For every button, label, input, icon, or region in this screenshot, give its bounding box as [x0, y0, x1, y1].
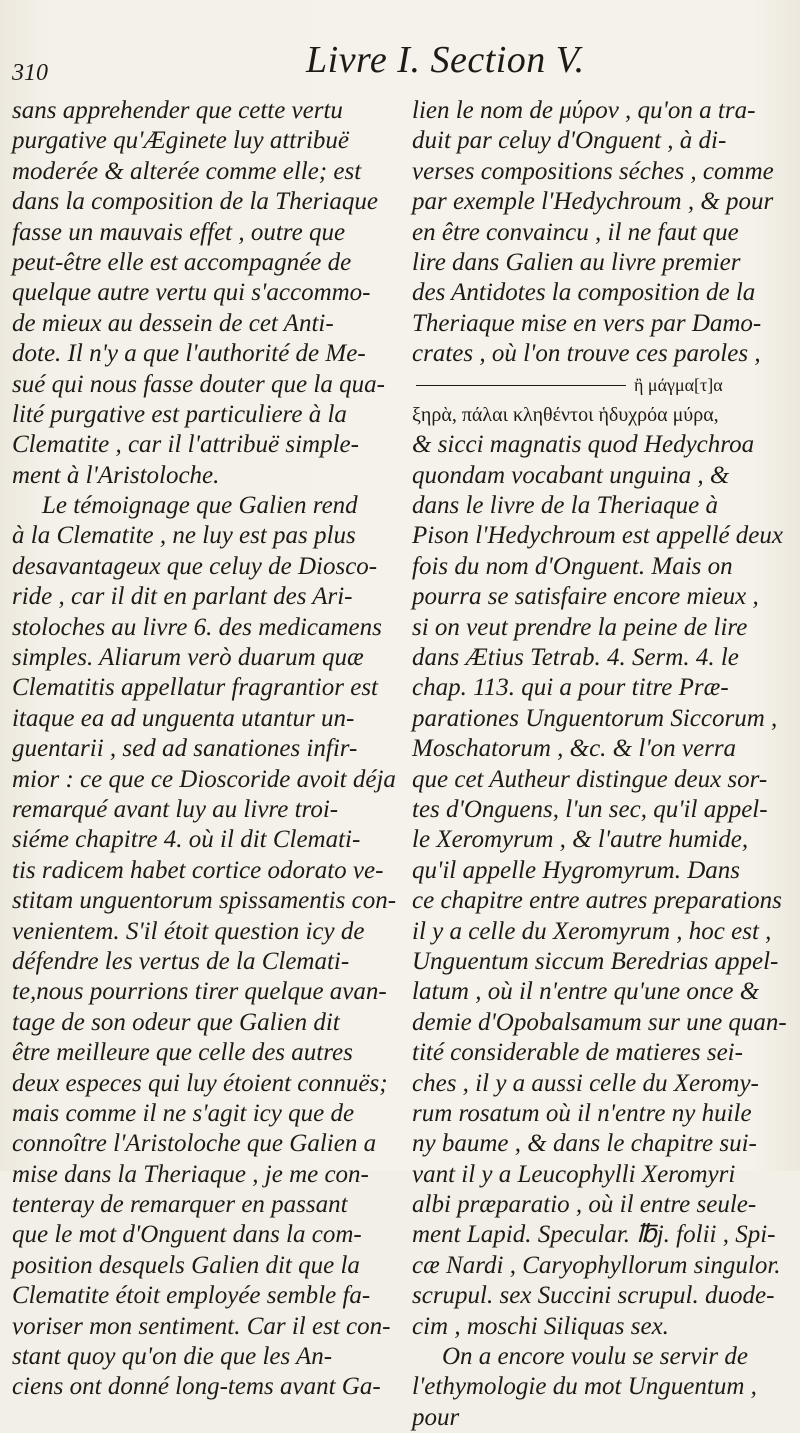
running-head: Livre I. Section V. [306, 39, 585, 81]
text-line: lire dans Galien au livre premier [412, 248, 741, 276]
verse-separator-line [412, 370, 790, 400]
text-line: verses compositions séches , comme [412, 157, 774, 185]
text-line: simples. Aliarum verò duarum quæ [12, 644, 364, 672]
text-line: Unguentum siccum Beredrias appel- [412, 947, 779, 975]
text-line: crates , où l'on trouve ces paroles , [412, 340, 761, 368]
verse-line-tail: ἢ μάγμα[τ]α [634, 374, 723, 395]
text-line: qu'il appelle Hygromyrum. Dans [412, 856, 740, 884]
text-line: lité purgative est particuliere à la [12, 400, 347, 428]
text-line: position desquels Galien dit que la [12, 1251, 360, 1279]
text-line: On a encore voulu se servir de [442, 1343, 748, 1371]
text-line: scrupul. sex Succini scrupul. duode- [412, 1282, 775, 1310]
text-line: dans le livre de la Theriaque à [412, 492, 718, 520]
text-line: par exemple l'Hedychroum , & pour [412, 188, 774, 216]
text-line: purgative qu'Æginete luy attribuë [12, 127, 349, 155]
text-line: Theriaque mise en vers par Damo- [412, 309, 762, 337]
text-line: demie d'Opobalsamum sur une quan- [412, 1008, 787, 1036]
text-line: si on veut prendre la peine de lire [412, 613, 748, 641]
text-line: venientem. S'il étoit question icy de [12, 917, 365, 945]
text-line: connoître l'Aristoloche que Galien a [12, 1130, 377, 1158]
text-line: lien le nom de μύρον , qu'on a tra- [412, 97, 756, 124]
text-line: ment à l'Aristoloche. [12, 461, 220, 489]
text-line: défendre les vertus de la Clemati- [12, 947, 350, 975]
text-line: mior : ce que ce Dioscoride avoit déja [12, 765, 396, 793]
text-line: fasse un mauvais effet , outre que [12, 218, 346, 246]
text-line: tes d'Onguens, l'un sec, qu'il appel- [412, 795, 768, 823]
right-lines-before-verse [412, 96, 790, 370]
text-line: stant quoy qu'on die que les An- [12, 1343, 333, 1371]
text-line: fois du nom d'Onguent. Mais on [412, 552, 733, 580]
text-line: latum , où il n'entre qu'une once & [412, 978, 760, 1006]
text-line: tité considerable de matieres sei- [412, 1039, 743, 1067]
text-line: albi præparatio , où il entre seule- [412, 1191, 757, 1219]
text-line: parationes Unguentorum Siccorum , [412, 704, 778, 732]
right-lines-after-verse [412, 430, 790, 1433]
left-text-column [12, 96, 397, 1401]
text-line: stoloches au livre 6. des medicamens [12, 613, 382, 641]
text-line: Pison l'Hedychroum est appellé deux [412, 522, 783, 550]
text-line: tenteray de remarquer en passant [12, 1191, 348, 1219]
text-line: cæ Nardi , Caryophyllorum singulor. [412, 1251, 781, 1279]
text-line: ment Lapid. Specular. ℔j. folii , Spi- [412, 1221, 776, 1249]
text-line: dote. Il n'y a que l'authorité de Me- [12, 340, 366, 368]
text-line: des Antidotes la composition de la [412, 279, 756, 307]
text-line: de mieux au dessein de cet Anti- [12, 309, 334, 337]
page-number: 310 [12, 60, 48, 86]
text-line: remarqué avant luy au livre troi- [12, 795, 339, 823]
text-line: mais comme il ne s'agit icy que de [12, 1099, 355, 1127]
text-line: peut-être elle est accompagnée de [12, 248, 352, 276]
text-line: guentarii , sed ad sanationes infir- [12, 735, 358, 763]
text-line: desavantageux que celuy de Diosco- [12, 552, 378, 580]
text-line: Clematite étoit employée semble fa- [12, 1282, 371, 1310]
text-line: chap. 113. qui a pour titre Præ- [412, 674, 729, 702]
verse-dash-rule [416, 385, 626, 386]
text-line: Moschatorum , &c. & l'on verra [412, 735, 737, 763]
text-line: cim , moschi Siliquas sex. [412, 1312, 669, 1340]
text-line: ride , car il dit en parlant des Ari- [12, 583, 353, 611]
text-line: siéme chapitre 4. où il dit Clemati- [12, 826, 361, 854]
text-line: quondam vocabant unguina , & [412, 461, 730, 489]
text-line: que cet Autheur distingue deux sor- [412, 765, 768, 793]
text-line: sué qui nous fasse douter que la qua- [12, 370, 385, 398]
text-line: itaque ea ad unguenta utantur un- [12, 704, 355, 732]
text-line: quelque autre vertu qui s'accommo- [12, 279, 371, 307]
text-line: te,nous pourrions tirer quelque avan- [12, 978, 387, 1006]
text-line: en être convaincu , il ne faut que [412, 218, 739, 246]
text-line: dans la composition de la Theriaque [12, 188, 378, 216]
text-line: duit par celuy d'Onguent , à di- [412, 127, 727, 155]
text-line: être meilleure que celle des autres [12, 1039, 353, 1067]
greek-verse-line: ξηρὰ, πάλαι κληθέντοι ἡδυχρόα μύρα, [412, 403, 719, 426]
text-line: moderée & alterée comme elle; est [12, 157, 362, 185]
right-text-column [412, 96, 790, 1431]
text-line: ny baume , & dans le chapitre sui- [412, 1130, 757, 1158]
text-line: stitam unguentorum spissamentis con- [12, 887, 397, 915]
text-line: le Xeromyrum , & l'autre humide, [412, 826, 749, 854]
text-line: que le mot d'Onguent dans la com- [12, 1221, 362, 1249]
text-line: à la Clematite , ne luy est pas plus [12, 522, 356, 550]
text-line: mise dans la Theriaque , je me con- [12, 1160, 369, 1188]
text-line: ciens ont donné long-tems avant Ga- [12, 1373, 381, 1401]
text-line: tis radicem habet cortice odorato ve- [12, 856, 384, 884]
text-line: Clematitis appellatur fragrantior est [12, 674, 378, 702]
text-line: sans apprehender que cette vertu [12, 97, 343, 124]
text-line: vant il y a Leucophylli Xeromyri [412, 1160, 736, 1188]
text-line: ce chapitre entre autres preparations [412, 887, 782, 915]
text-line: il y a celle du Xeromyrum , hoc est , [412, 917, 772, 945]
text-line: pourra se satisfaire encore mieux , [412, 583, 759, 611]
text-line: dans Ætius Tetrab. 4. Serm. 4. le [412, 644, 739, 672]
text-line: rum rosatum où il n'entre ny huile [412, 1099, 752, 1127]
text-line: pour [412, 1403, 460, 1431]
text-line: l'ethymologie du mot Unguentum , [412, 1373, 757, 1401]
text-line: Clematite , car il l'attribuë simple- [12, 431, 359, 459]
text-line: & sicci magnatis quod Hedychroa [412, 431, 755, 459]
text-line: voriser mon sentiment. Car il est con- [12, 1312, 391, 1340]
text-line: deux especes qui luy étoient connuës; [12, 1069, 388, 1097]
text-line: Le témoignage que Galien rend [42, 492, 358, 520]
page-header [10, 38, 790, 94]
text-line: tage de son odeur que Galien dit [12, 1008, 340, 1036]
text-line: ches , il y a aussi celle du Xeromy- [412, 1069, 759, 1097]
